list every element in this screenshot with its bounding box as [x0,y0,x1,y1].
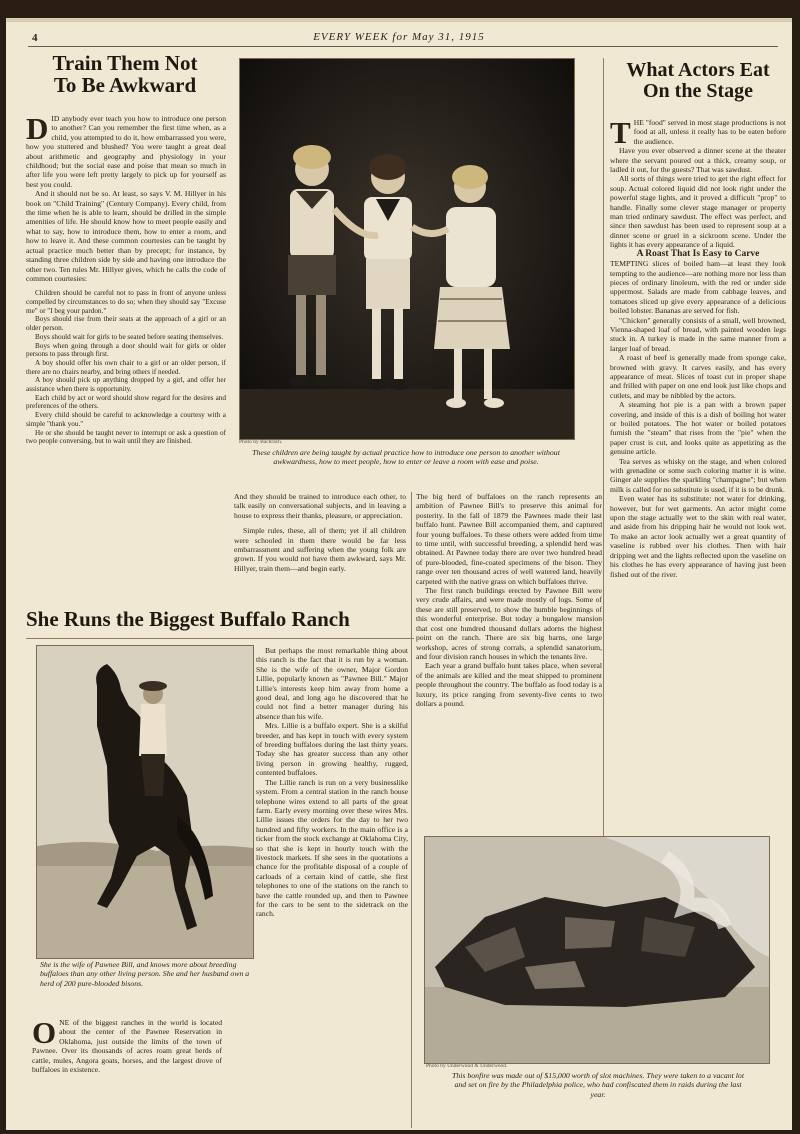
actors-p8: Tea serves as whisky on the stage, and when colored with grenadine or some such coloring matter it is wine. Ginger ale supplies the sparkling "champagne"; but when milk is called for no substitute is used, if it is to be drunk. [610,456,786,494]
buffalo-ranch-photo [36,645,254,959]
actors-p7: A steaming hot pie is a pan with a brown paper covering, and inside of this is a dish of boiling hot water or boiled potatoes. The hot water or boiled potatoes furnish the "steam" that rises from the "pie" when the paper crust is cut, and looks quite as appetizing as the genuine article. [610,400,786,457]
train-rule-2: Boys should rise from their seats at the approach of a girl or an older person. [26,315,226,333]
actors-drop-cap: T [610,118,631,150]
train-rule-1: Children should be careful not to pass in front of anyone unless compelled by circumstances to do so; when they should say "Excuse me" or "I beg your pardon." [26,289,226,315]
buffalo-col-2 [256,646,408,1126]
actors-p6: A roast of beef is generally made from sponge cake, browned with gravy. It carves easily, and has every appearance of meat. Slices of toast cut in proper shape and frilled with paper on one end look just like chops and cutlets, and may be nibbled by the actors. [610,353,786,400]
page-number: 4 [32,32,38,44]
buffalo-p2: But perhaps the most remarkable thing about this ranch is the fact that it is run by a woman. She is the wife of the owner, Major Gordon Lillie, popularly known as "Pawnee Bill." Major Lillie's interests keep him away from home a good deal, and long ago he discovered that he could not find a better manager during his absence than his wife. [256,646,408,721]
train-cont1: And they should be trained to introduce each other, to talk easily on conversational subjects, and in leaving a house to express their thanks, pleasure, or appreciation. [234,492,406,520]
buffalo-p5: The big herd of buffaloes on the ranch represents an ambition of Pawnee Bill's to preserve this animal for posterity. In the fall of 1879 the Pawnees made their last buffalo hunt. Pawnee Bill accompanied them, and captured four young buffaloes. To these others were added from time to time until, with successful breeding, a splendid herd was obtained. At Pawnee today there are over two hundred head of pure-blooded, fine-coated specimens of the bison. They range over ten thousand acres of well watered land, heavily carpeted with the native grass on which buffaloes thrive. [416,492,602,586]
train-rule-6: A boy should pick up anything dropped by a girl, and offer her assistance when there is opportunity. [26,376,226,394]
train-rule-4: Boys when going through a door should wait for girls or older persons to pass through first. [26,341,226,359]
actors-p3: All sorts of things were tried to get the right effect for soup. Actual colored liquid did not look right under the powerful stage lights, and it proved a difficult "prop" to handle. Finally some clever stage manager or property man tried ordinary sawdust. The effect was perfect, and since then sawdust has been used to represent soup at a dinner scene or gruel in a sickroom scene. Under the lights it has every appearance of a liquid. [610,174,786,250]
train-drop-cap: D [26,114,49,146]
train-p2: And it should not be so. At least, so says V. M. Hillyer in his book on "Child Training" (Century Company). Every child, from the time when he is able to learn, should be drilled in the simple amenities of life. He should know how to meet people easily and what to say, how to introduce them, how to enter a room, and how to leave it. And these common courtesies can be taught by actual practice much better than by precept; for instance, by standing three children side by side and having one introduce the other two. Ten rules Mr. Hillyer gives, which he calls the code of common courtesies: [26,189,226,283]
buffalo-p6: The first ranch buildings erected by Pawnee Bill were very crude affairs, and were made mostly of logs. Some of these are still preserved, to show the humble beginnings of this wonderful enterprise. But today a bungalow mansion that cost one hundred thousand dollars adorns the highest point on the ranch. There are six big barns, one large workshop, acres of strong corrals, a splendid sanatorium, and four division ranch houses in which the tenants live. [416,586,602,661]
actors-p9: Even water has its substitute: not water for drinking, however, but for wet garments. An actor might come upon the stage actually wet to the skin with real water, and aside from his dripping hair he would not look wet. To make an actor look actually wet a great quantity of vaseline is rubbed over his clothes. Then with hair dripping wet and the lights reflected upon the vaseline on his clothes he has every appearance of having just been fished out of the river. [610,494,786,579]
train-rule-8: Every child should be careful to acknowledge a courtesy with a simple "thank you." [26,411,226,428]
actors-title [606,60,790,102]
actors-subhead: A Roast That Is Easy to Carve [636,248,760,259]
train-cont2: Simple rules, these, all of them; yet if all children were schooled in them there would be far less embarrassment and suffering when the young folk are grown. If you would not have them awkward, says Mr. Hillyer, train them—and begin early. [234,526,406,573]
actors-title-line1: What Actors Eat [626,59,770,81]
train-p1: ID anybody ever teach you how to introduce one person to another? Can you remember the first time when, as a child, you attempted to do it, how embarrassed you were, how you stuttered and blushed? You were taught a great deal about arithmetic and geography and physiology in your childhood; but the social ease and poise that mean so much in after life you were left pretty largely to pick up for yourself as best you could. [26,114,226,189]
buffalo-title-rule [26,638,414,639]
actors-p5: "Chicken" generally consists of a small, well browned, Vienna-shaped loaf of bread, with painted wooden legs stuck in. A turkey is made in the same manner from a larger loaf of bread. [610,315,786,353]
column-divider-right [603,58,604,838]
buffalo-p7: Each year a grand buffalo hunt takes place, when several of the animals are killed and the meat shipped to prominent people throughout the country. The buffalo as food today is a luxury, its price ranging from seventy-five cents to two dollars a pound. [416,661,602,708]
column-divider-middle [411,492,412,1128]
train-article-col [26,114,226,584]
train-title [20,52,230,96]
children-photo-credit: Photo by Bachrach. [239,439,283,445]
actors-title-line2: On the Stage [643,80,753,102]
top-rule [28,46,778,47]
bonfire-photo-credit: Photo by Underwood & Underwood. [426,1063,508,1069]
train-rule-9: He or she should be taught never to interrupt or ask a question of two people conversing, but to wait until they are finished. [26,428,226,446]
buffalo-p3: Mrs. Lillie is a buffalo expert. She is a skilful breeder, and has kept in touch with every system of breeding buffaloes during the last thirty years. Today she has greater success than any other living person in growing healthy, rugged, contented buffaloes. [256,721,408,778]
train-rule-3: Boys should wait for girls to be seated before seating themselves. [35,332,224,341]
buffalo-col-3 [416,492,602,832]
train-rule-7: Each child by act or word should show regard for the desires and preferences of the others. [26,393,226,411]
actors-article-col [610,118,786,828]
actors-p2: Have you ever observed a dinner scene at the theater where the servant poured out a thick, creamy soup, or ladled it out, for the guests? That was sawdust. [610,146,786,175]
children-photo [239,58,575,440]
buffalo-p1: NE of the biggest ranches in the world is located about the center of the Pawnee Reservation in Oklahoma, just outside the limits of the town of Pawnee. Over its thousands of acres roam great herds of cattle, mules, Angora goats, horses, and the largest drove of buffaloes in existence. [32,1018,222,1075]
train-title-line1: Train Them Not [52,51,198,75]
train-title-line2: To Be Awkward [53,73,197,98]
bonfire-photo-caption: This bonfire was made out of $15,000 worth of slot machines. They were taken to a vacant lot and set on fire by the Philadelphia police, who had confiscated them in raids during the last year. [451,1071,744,1099]
actors-p4: TEMPTING slices of boiled ham—at least they look tempting to the audience—are nothing more nor less than pieces of ordinary linoleum, with the red or under side uppermost. Salads are made from cabbage leaves, and tomatoes sliced up give every appearance of a delicious boiled lobster. Bananas are served for fish. [610,259,786,316]
actors-p1: HE "food" served in most stage productions is not food at all, unless it really has to be eaten before the audience. [633,118,786,146]
magazine-page [6,18,792,1130]
buffalo-photo-caption: She is the wife of Pawnee Bill, and knows more about breeding buffaloes than any other living person. She and her husband own a herd of 200 pure-blooded bisons. [40,960,250,988]
train-rule-5: A boy should offer his own chair to a girl or an older person, if there are no chairs nearby, and bring others if needed. [26,358,226,376]
buffalo-drop-cap: O [32,1018,57,1050]
train-continued-col [234,492,406,602]
buffalo-p4: The Lillie ranch is run on a very businesslike system. From a central station in the ranch house telephone wires extend to all parts of the great farm. Early every morning over these wires Mrs. Lillie issues the orders for the day to her two hundred and fifty workers. In the main office is a ticker from the stock exchange at Oklahoma City, so that she is kept in hourly touch with the livestock markets. If she sees in the quotations a chance for the profitable disposal of a couple of carloads of a certain kind of cattle, she first telephones to one of the stations on the ranch to have the cattle rounded up, and then to Pawnee for the cars to be sent to the sidetrack on the ranch. [256,777,408,919]
children-photo-caption: These children are being taught by actual practice how to introduce one person to another without awkwardness, how to meet people, how to enter or leave a room with ease and poise. [252,448,560,467]
masthead: EVERY WEEK for May 31, 1915 [313,31,485,43]
bonfire-photo [424,836,770,1064]
buffalo-col-1 [32,1018,222,1128]
buffalo-title: She Runs the Biggest Buffalo Ranch [26,607,350,631]
